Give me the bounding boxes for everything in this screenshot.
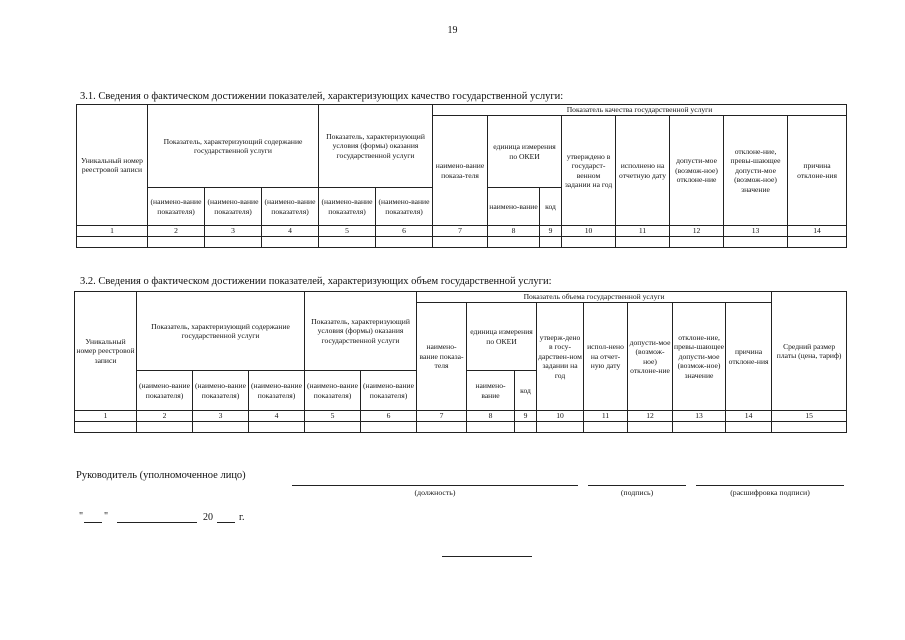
signature-caption: (подпись) — [620, 488, 654, 497]
signature-line — [588, 485, 686, 486]
header-quality-indicator: Показатель качества государственной услуги — [433, 105, 847, 116]
column-number: 2 — [148, 226, 205, 237]
header-unique-number: Уникальный номер реестровой записи — [75, 292, 137, 411]
column-number: 1 — [75, 411, 137, 422]
column-number: 7 — [417, 411, 467, 422]
header-content-indicator: Показатель, характеризующий содержание государственной услуги — [137, 292, 305, 371]
sub-indicator-name: (наимено-вание показателя) — [361, 371, 417, 411]
column-number: 7 — [433, 226, 488, 237]
header-average-fee: Средний размер платы (цена, тариф) — [772, 292, 847, 411]
column-number: 3 — [205, 226, 262, 237]
bottom-separator — [442, 556, 532, 557]
column-number: 13 — [673, 411, 726, 422]
sub-indicator-name: (наимено-вание показателя) — [137, 371, 193, 411]
header-indicator-name: наимено-вание показа-теля — [433, 116, 488, 226]
head-label: Руководитель (уполномоченное лицо) — [76, 470, 246, 481]
column-number: 6 — [376, 226, 433, 237]
volume-table — [74, 291, 847, 433]
sub-indicator-name: (наимено-вание показателя) — [262, 188, 319, 226]
header-executed: исполнено на отчетную дату — [616, 116, 670, 226]
column-number: 4 — [262, 226, 319, 237]
header-exceeding-deviation: отклоне-ние, превы-шающее допусти-мое (возмож-ное) значение — [724, 116, 788, 226]
column-number: 5 — [305, 411, 361, 422]
column-number: 3 — [193, 411, 249, 422]
column-number: 4 — [249, 411, 305, 422]
header-allowed-deviation: допусти-мое (возмож-ное) отклоне-ние — [670, 116, 724, 226]
header-unit-code: код — [515, 371, 537, 411]
column-number: 13 — [724, 226, 788, 237]
date-year-suffix: г. — [239, 512, 245, 523]
position-line — [292, 485, 578, 486]
header-allowed-deviation: допусти-мое (возмож-ное) отклоне-ние — [628, 303, 673, 411]
header-executed: испол-нено на отчет-ную дату — [584, 303, 628, 411]
column-number: 9 — [515, 411, 537, 422]
header-deviation-reason: причина отклоне-ния — [726, 303, 772, 411]
column-number: 9 — [540, 226, 562, 237]
header-volume-indicator: Показатель объема государственной услуги — [417, 292, 772, 303]
date-close-quote: " — [104, 511, 109, 522]
header-unit-code: код — [540, 188, 562, 226]
header-unit-okei: единица измерения по ОКЕИ — [488, 116, 562, 188]
section1-title: 3.1. Сведения о фактическом достижении показателей, характеризующих качество государственной услуги: — [80, 91, 564, 102]
column-number: 10 — [537, 411, 584, 422]
column-number: 5 — [319, 226, 376, 237]
header-approved: утверж-дено в госу-дарствен-ном задании на год — [537, 303, 584, 411]
section2-title: 3.2. Сведения о фактическом достижении показателей, характеризующих объем государственной услуги: — [80, 276, 552, 287]
column-number: 12 — [670, 226, 724, 237]
column-number: 15 — [772, 411, 847, 422]
sub-indicator-name: (наимено-вание показателя) — [148, 188, 205, 226]
date-month-line — [117, 522, 197, 523]
decoding-caption: (расшифровка подписи) — [730, 488, 810, 497]
date-day-line — [84, 522, 102, 523]
header-conditions-indicator: Показатель, характеризующий условия (формы) оказания государственной услуги — [319, 105, 433, 188]
page-number: 19 — [447, 25, 458, 36]
column-number: 14 — [788, 226, 847, 237]
sub-indicator-name: (наимено-вание показателя) — [376, 188, 433, 226]
decoding-line — [696, 485, 844, 486]
position-caption: (должность) — [414, 488, 456, 497]
column-number: 1 — [77, 226, 148, 237]
quality-table — [76, 104, 847, 248]
column-number: 12 — [628, 411, 673, 422]
column-number: 11 — [616, 226, 670, 237]
column-number: 6 — [361, 411, 417, 422]
table-row — [77, 237, 847, 248]
header-unit-okei: единица измерения по ОКЕИ — [467, 303, 537, 371]
column-number: 14 — [726, 411, 772, 422]
column-number: 8 — [467, 411, 515, 422]
header-unique-number: Уникальный номер реестровой записи — [77, 105, 148, 226]
column-number: 2 — [137, 411, 193, 422]
sub-indicator-name: (наимено-вание показателя) — [319, 188, 376, 226]
header-indicator-name: наимено-вание показа-теля — [417, 303, 467, 411]
header-unit-name: наимено-вание — [467, 371, 515, 411]
header-conditions-indicator: Показатель, характеризующий условия (формы) оказания государственной услуги — [305, 292, 417, 371]
header-approved: утверждено в государст-венном задании на год — [562, 116, 616, 226]
column-number: 8 — [488, 226, 540, 237]
sub-indicator-name: (наимено-вание показателя) — [205, 188, 262, 226]
table-row — [75, 422, 847, 433]
column-number: 11 — [584, 411, 628, 422]
header-content-indicator: Показатель, характеризующий содержание государственной услуги — [148, 105, 319, 188]
date-year-line — [217, 522, 235, 523]
header-unit-name: наимено-вание — [488, 188, 540, 226]
column-number: 10 — [562, 226, 616, 237]
date-open-quote: " — [79, 511, 84, 522]
sub-indicator-name: (наимено-вание показателя) — [249, 371, 305, 411]
header-exceeding-deviation: отклоне-ние, превы-шающее допусти-мое (возмож-ное) значение — [673, 303, 726, 411]
date-year-prefix: 20 — [203, 512, 213, 523]
sub-indicator-name: (наимено-вание показателя) — [193, 371, 249, 411]
sub-indicator-name: (наимено-вание показателя) — [305, 371, 361, 411]
header-deviation-reason: причина отклоне-ния — [788, 116, 847, 226]
